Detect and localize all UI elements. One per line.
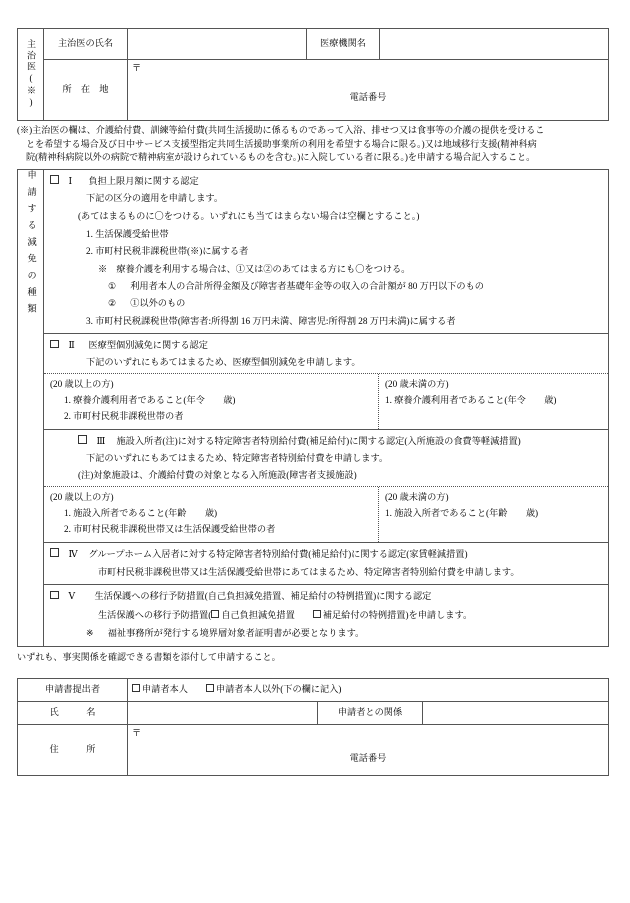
section-5-option-2-label: 補足給付の特例措置 [322,609,406,620]
form-page [17,0,613,776]
section-1-item-2-sub-1-text: 利用者本人の合計所得金額及び障害者基礎年金等の収入の合計額が 80 万円以下のもの [130,280,484,291]
section-1-item-2-note: ※ 療養介護を利用する場合は、①又は②のあてはまる方にも〇をつける。 [98,263,411,274]
table-row [18,542,609,585]
section-2-right-header: (20 歳未満の方) [385,378,449,389]
section-3 [44,429,609,542]
doctor-note-line-2: とを希望する場合及び日中サービス支援型指定共同生活援助事業所の利用を希望する場合に限る。)又は地域移行支援(精神科病 [26,138,537,149]
section-3-age-20-and-over [44,487,379,542]
doctor-info-table [17,28,609,121]
section-5 [44,585,609,646]
section-5-title: 生活保護への移行予防措置(自己負担減免措置、補足給付の特例措置)に関する認定 [94,591,432,602]
submitter-self-checkbox[interactable] [132,684,140,692]
circled-two-icon: ② [108,298,117,309]
section-3-left-header: (20 歳以上の方) [50,491,114,502]
table-row [18,334,609,430]
section-2-heading [50,339,602,352]
section-3-right-item-1[interactable]: 1. 施設入所者であること(年齢 歳) [385,508,539,519]
section-5-text [50,609,602,622]
relation-label: 申請者との関係 [318,701,423,724]
doctor-name-field[interactable] [128,29,307,60]
section-1-instruction: (あてはまるものに〇をつける。いずれにも当てはまらない場合は空欄とすること。) [78,210,420,221]
table-row [18,29,609,60]
section-4-checkbox[interactable] [50,548,59,557]
section-5-heading [50,590,602,603]
table-row [18,678,609,701]
doctor-address-field[interactable] [128,60,609,121]
section-1-item-2[interactable]: 2. 市町村民税非課税世帯(※)に属する者 [86,246,249,257]
section-4-heading [50,548,602,561]
section-3-right-header: (20 歳未満の方) [385,491,449,502]
section-2-title: 医療型個別減免に関する認定 [88,340,208,351]
section-4-title: グループホーム入居者に対する特定障害者特別給付費(補足給付)に関する認定(家賃軽減措置) [88,548,468,559]
section-3-age-columns [44,486,608,542]
section-2-intro: 下記のいずれにもあてはまるため、医療型個別減免を申請します。 [86,357,361,368]
doctor-note-line-3: 院(精神科病院以外の病院で精神病室が設けられているものを含む。)に入院している者に限る。)を申請する場合記入すること。 [26,152,536,163]
section-5-option-1-label: 自己負担減免措置 [221,609,295,620]
section-3-numeral: Ⅲ [96,435,106,446]
section-5-checkbox[interactable] [50,591,59,600]
section-2-checkbox[interactable] [50,340,59,349]
section-1-heading [50,175,602,188]
section-2-numeral: Ⅱ [68,340,75,351]
postal-mark-icon: 〒 [132,63,142,73]
section-1-item-1[interactable]: 1. 生活保護受給世帯 [86,228,169,239]
applicant-name-label: 氏 名 [18,701,128,724]
section-1-intro: 下記の区分の適用を申請します。 [86,193,224,204]
section-5-numeral: Ⅴ [68,591,76,602]
reduction-type-table [17,169,609,647]
section-5-option-2-checkbox[interactable] [313,610,321,618]
submitter-label: 申請書提出者 [18,678,128,701]
reference-mark-icon: ※ [86,628,94,639]
medical-institution-field[interactable] [380,29,609,60]
section-3-body [44,430,608,486]
section-5-text-pre: 生活保護への移行予防措置( [98,609,212,620]
section-2-age-under-20 [379,374,608,429]
section-2 [44,334,609,430]
submitter-options [128,678,609,701]
doctor-tel-label: 電話番号 [349,92,387,103]
section-2-left-item-1[interactable]: 1. 療養介護利用者であること(年令 歳) [64,395,236,406]
section-3-left-item-2[interactable]: 2. 市町村民税非課税世帯又は生活保護受給世帯の者 [64,524,276,535]
section-2-age-columns [44,373,608,429]
section-2-left-header: (20 歳以上の方) [50,378,114,389]
section-4 [44,542,609,585]
table-row [18,585,609,646]
table-row [18,60,609,121]
section-3-title: 施設入所者(注)に対する特定障害者特別給付費(補足給付)に関する認定(入所施設の食費等軽減措置) [116,435,521,446]
section-1-title: 負担上限月額に関する認定 [88,175,199,186]
doctor-note [17,124,610,165]
section-1-body [44,170,608,333]
section-4-numeral: Ⅳ [68,548,78,559]
section-5-text-post: )を申請します。 [405,609,473,620]
table-row [18,429,609,542]
applicant-address-field[interactable] [128,724,609,775]
section-1-item-2-sub-2[interactable] [50,297,602,310]
reduction-vertical-label: 申請する減免の種類 [26,169,37,321]
section-5-option-1-checkbox[interactable] [211,610,219,618]
section-2-age-20-and-over [44,374,379,429]
doctor-note-line-1: (※)主治医の欄は、介護給付費、訓練等給付費(共同生活援助に係るものであって入浴、排せつ又は食事等の介護の提供を受けるこ [17,125,545,135]
section-1-item-2-sub-1[interactable] [50,280,602,293]
submitter-other-label: 申請者本人以外(下の欄に記入) [215,684,342,695]
relation-field[interactable] [423,701,609,724]
doctor-vertical-label-cell [18,29,44,121]
section-4-text: 市町村民税非課税世帯又は生活保護受給世帯にあてはまるため、特定障害者特別給付費を申請します。 [98,567,520,578]
applicant-info-table [17,678,609,776]
section-3-age-under-20 [379,487,608,542]
section-3-note: (注)対象施設は、介護給付費の対象となる入所施設(障害者支援施設) [78,470,357,481]
submitter-other-checkbox[interactable] [206,684,214,692]
section-1-numeral: Ⅰ [68,175,73,186]
doctor-vertical-label: 主治医(※) [26,39,36,110]
tail-note: いずれも、事実関係を確認できる書類を添付して申請すること。 [17,651,281,662]
section-5-body [44,585,608,645]
table-row [18,724,609,775]
section-1-item-2-sub-2-text: ①以外のもの [130,298,186,309]
submitter-self-label: 申請者本人 [142,684,188,695]
doctor-address-label: 所 在 地 [44,60,128,121]
applicant-tel-label: 電話番号 [349,753,387,764]
reduction-vertical-label-cell [18,169,44,646]
medical-institution-label: 医療機関名 [307,29,380,60]
table-row [18,701,609,724]
section-2-right-item-1[interactable]: 1. 療養介護利用者であること(年令 歳) [385,395,557,406]
applicant-address-label: 住 所 [18,724,128,775]
applicant-name-field[interactable] [128,701,318,724]
table-row [18,169,609,333]
section-1-checkbox[interactable] [50,175,59,184]
section-2-left-item-2[interactable]: 2. 市町村民税非課税世帯の者 [64,411,184,422]
section-1-item-3[interactable]: 3. 市町村民税課税世帯(障害者:所得割 16 万円未満、障害児:所得割 28 万円未満)に属する者 [86,315,456,326]
postal-mark-icon: 〒 [132,727,142,738]
doctor-name-label: 主治医の氏名 [44,29,128,60]
section-5-note [50,627,602,640]
section-4-body [44,543,608,585]
section-3-checkbox[interactable] [78,435,87,444]
section-1 [44,169,609,333]
section-3-left-item-1[interactable]: 1. 施設入所者であること(年齢 歳) [64,508,218,519]
section-3-intro: 下記のいずれにもあてはまるため、特定障害者特別給付費を申請します。 [86,453,389,464]
section-5-note-text: 福祉事務所が発行する境界層対象者証明書が必要となります。 [107,628,365,639]
section-2-body [44,334,608,373]
circled-one-icon: ① [108,280,117,291]
section-3-heading [50,435,602,448]
